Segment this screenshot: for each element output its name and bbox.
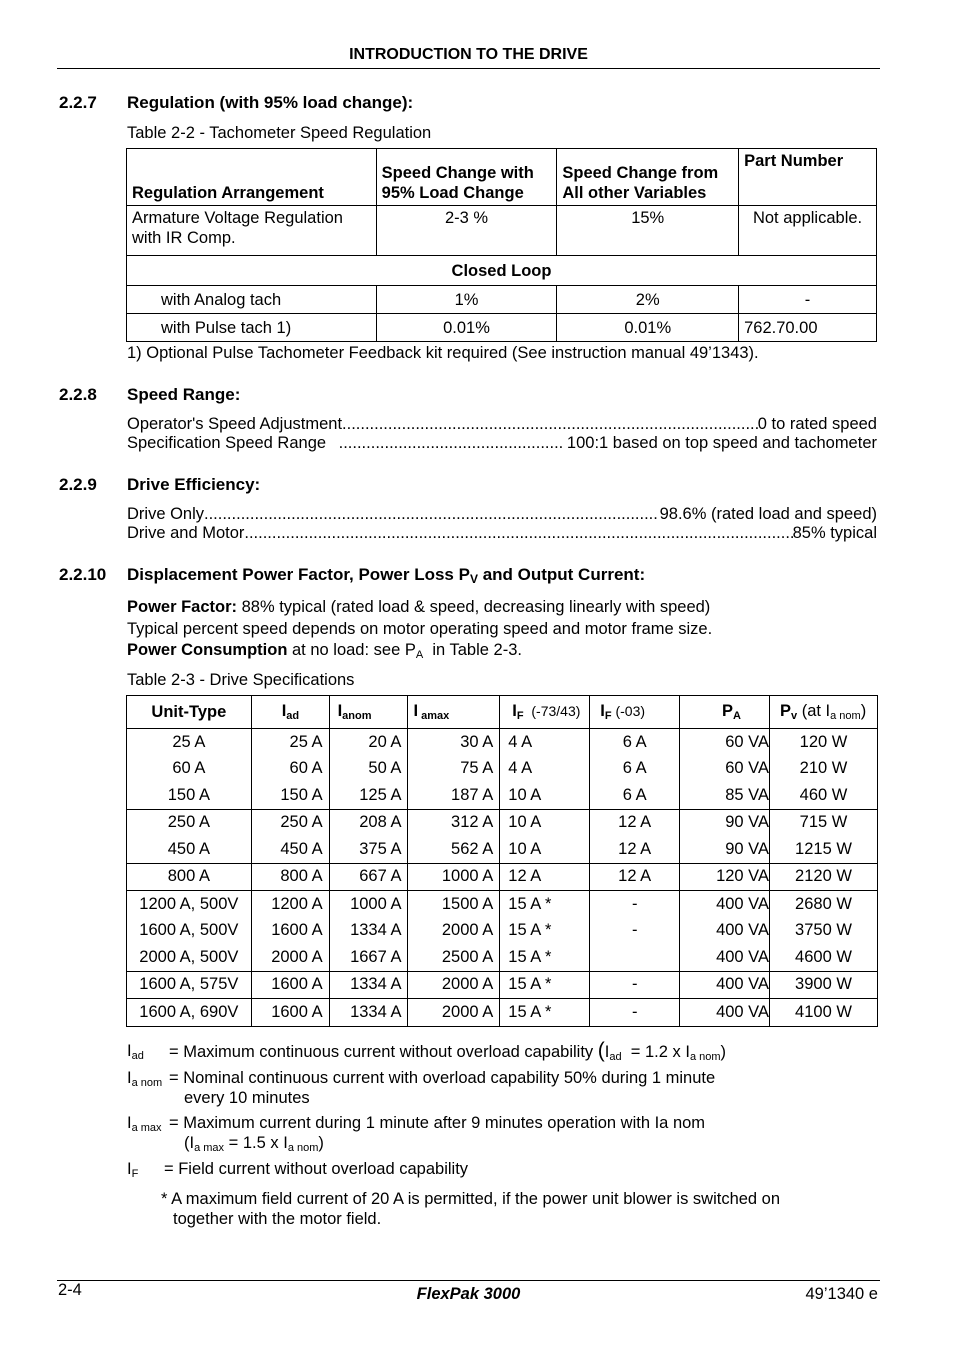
- cell: 150 A: [251, 782, 329, 809]
- symbol: I: [600, 702, 605, 720]
- cell: 187 A: [408, 782, 500, 809]
- subscript: anom: [342, 710, 372, 722]
- header-pa: [680, 696, 770, 729]
- spec-speed-range-line: [127, 434, 877, 453]
- symbol: I: [127, 1042, 132, 1060]
- cell: 400 VA: [680, 918, 770, 945]
- dot-leader: [204, 505, 657, 524]
- cell: 60 VA: [680, 756, 770, 783]
- subscript: ad: [131, 1050, 144, 1062]
- cell: -: [590, 971, 680, 999]
- cell: 12 A: [590, 863, 680, 891]
- def-ianom-text: = Nominal continuous current with overload capability 50% during 1 minute: [169, 1069, 716, 1087]
- cell: -: [739, 286, 877, 314]
- cell: 1600 A: [251, 999, 329, 1027]
- cell: 15 A *: [500, 971, 590, 999]
- table-2-3-caption: Table 2-3 - Drive Specifications: [127, 671, 355, 689]
- subscript: F: [604, 710, 612, 722]
- footer-doc-number: 49’1340 e: [805, 1285, 878, 1303]
- star-note: * A maximum field current of 20 A is permitted, if the power unit blower is switched on: [161, 1190, 781, 1208]
- page-header: INTRODUCTION TO THE DRIVE: [349, 46, 588, 63]
- cell: 15 A *: [500, 944, 590, 971]
- cell: 1334 A: [329, 918, 408, 945]
- symbol: I: [413, 702, 419, 720]
- subscript: F: [516, 710, 524, 722]
- cell: 20 A: [329, 729, 408, 756]
- table-2-3: [126, 695, 878, 1027]
- table-2-2-footnote: 1) Optional Pulse Tachometer Feedback kit required (See instruction manual 49’1343).: [127, 344, 759, 362]
- note: ): [860, 702, 867, 720]
- cell: 562 A: [408, 836, 500, 863]
- cell: 1334 A: [329, 999, 408, 1027]
- drive-only-line: [127, 505, 877, 524]
- table-row: [127, 891, 878, 918]
- note: (at I: [797, 702, 831, 720]
- cell: 2000 A: [408, 971, 500, 999]
- cell: 1000 A: [408, 863, 500, 891]
- cell: 4100 W: [769, 999, 877, 1027]
- power-factor-label: Power Factor:: [127, 598, 238, 616]
- note: (-03): [611, 703, 646, 719]
- table-row: [127, 729, 878, 756]
- cell: 85 VA: [680, 782, 770, 809]
- star-note-2: together with the motor field.: [173, 1210, 382, 1228]
- footer-rule: [57, 1280, 880, 1281]
- cell: 3900 W: [769, 971, 877, 999]
- header-rule: [57, 68, 880, 69]
- section-2-2-8-title: Speed Range:: [127, 385, 241, 404]
- cell: 312 A: [408, 809, 500, 836]
- cell: 400 VA: [680, 944, 770, 971]
- cell: 90 VA: [680, 809, 770, 836]
- dot-leader: [342, 415, 758, 434]
- table-row: [127, 314, 877, 342]
- cell: -: [590, 891, 680, 918]
- table-row: [127, 999, 878, 1027]
- symbol: I: [337, 702, 343, 720]
- text: = 1.5 x I: [224, 1134, 288, 1152]
- header-pv: [769, 696, 877, 729]
- cell: 2120 W: [769, 863, 877, 891]
- cell: 4 A: [500, 729, 590, 756]
- dot-leader: [339, 434, 563, 453]
- subscript: ad: [609, 1051, 622, 1063]
- speed-adjustment-line: [127, 415, 877, 434]
- title-part: Displacement Power Factor, Power Loss P: [127, 565, 470, 584]
- cell: 4 A: [500, 756, 590, 783]
- table-row: [127, 944, 878, 971]
- cell: 1600 A: [251, 918, 329, 945]
- footer-product: FlexPak 3000: [416, 1285, 521, 1303]
- note: (-73/43): [523, 703, 581, 719]
- value: 98.6% (rated load and speed): [659, 505, 877, 523]
- cell: 6 A: [590, 782, 680, 809]
- cell: 10 A: [500, 782, 590, 809]
- subscript: ad: [286, 710, 300, 722]
- cell: 250 A: [251, 809, 329, 836]
- cell: 450 A: [127, 836, 252, 863]
- table-row: [127, 206, 877, 256]
- cell: 715 W: [769, 809, 877, 836]
- section-2-2-8-number: 2.2.8: [59, 385, 97, 404]
- cell: 50 A: [329, 756, 408, 783]
- label: Specification Speed Range: [127, 434, 331, 452]
- def-iamax-text: = Maximum current during 1 minute after 9 minutes operation with Ia nom: [169, 1114, 706, 1132]
- section-2-2-7-title: Regulation (with 95% load change):: [127, 93, 414, 112]
- cell: with Pulse tach 1): [127, 314, 377, 342]
- value: 85% typical: [792, 524, 877, 542]
- cell: 10 A: [500, 809, 590, 836]
- cell: 2680 W: [769, 891, 877, 918]
- cell: 1600 A, 575V: [127, 971, 252, 999]
- power-consumption-line: [127, 640, 522, 667]
- cell: 25 A: [251, 729, 329, 756]
- cell: 15 A *: [500, 999, 590, 1027]
- cell: 30 A: [408, 729, 500, 756]
- cell: 1215 W: [769, 836, 877, 863]
- cell: 2%: [557, 286, 739, 314]
- note-subscript: a nom: [830, 710, 861, 722]
- cell: [590, 944, 680, 971]
- cell: 4600 W: [769, 944, 877, 971]
- title-subscript: V: [469, 572, 478, 586]
- cell: 12 A: [500, 863, 590, 891]
- symbol: P: [722, 702, 734, 720]
- cell: 400 VA: [680, 999, 770, 1027]
- section-2-2-10-title: [127, 565, 645, 586]
- def-if-text: = Field current without overload capability: [164, 1160, 469, 1178]
- table-row: [127, 836, 878, 863]
- cell: 1500 A: [408, 891, 500, 918]
- cell: 120 W: [769, 729, 877, 756]
- cell: 12 A: [590, 809, 680, 836]
- header-ianom: [329, 696, 408, 729]
- cell: 800 A: [251, 863, 329, 891]
- table-header-row: [127, 149, 877, 206]
- cell: 210 W: [769, 756, 877, 783]
- cell: 15%: [557, 206, 739, 256]
- text: at no load: see P: [287, 641, 416, 659]
- cell: 1667 A: [329, 944, 408, 971]
- subscript: a nom: [689, 1051, 721, 1063]
- closed-loop-label: Closed Loop: [127, 256, 877, 286]
- section-2-2-9-title: Drive Efficiency:: [127, 475, 261, 494]
- cell: 90 VA: [680, 836, 770, 863]
- def-iamax: [127, 1113, 162, 1138]
- cell: 75 A: [408, 756, 500, 783]
- cell: 60 A: [251, 756, 329, 783]
- table-row: [127, 863, 878, 891]
- table-row: [127, 782, 878, 809]
- dot-leader: [244, 524, 792, 543]
- header-part-number: Part Number: [739, 149, 877, 206]
- cell: 1600 A, 690V: [127, 999, 252, 1027]
- cell: 250 A: [127, 809, 252, 836]
- text: (I: [184, 1134, 195, 1152]
- text: ): [318, 1134, 324, 1152]
- subscript: a max: [131, 1122, 162, 1134]
- cell: with Analog tach: [127, 286, 377, 314]
- cell: 3750 W: [769, 918, 877, 945]
- text: (: [597, 1039, 605, 1062]
- cell: 120 VA: [680, 863, 770, 891]
- subscript: amax: [418, 710, 450, 722]
- cell: 667 A: [329, 863, 408, 891]
- symbol: I: [127, 1069, 132, 1087]
- table-group-row: [127, 256, 877, 286]
- subscript: v: [790, 710, 798, 722]
- cell: 1600 A: [251, 971, 329, 999]
- def-if: [127, 1159, 138, 1184]
- subscript: A: [415, 649, 424, 661]
- def-iad-text: [169, 1041, 726, 1067]
- power-factor-text: 88% typical (rated load & speed, decreasing linearly with speed): [237, 598, 711, 616]
- cell: 375 A: [329, 836, 408, 863]
- cell: Armature Voltage Regulation with IR Comp.: [127, 206, 377, 256]
- cell: 1334 A: [329, 971, 408, 999]
- cell: 2000 A: [408, 999, 500, 1027]
- label: Drive and Motor: [127, 524, 245, 542]
- cell: 25 A: [127, 729, 252, 756]
- def-iad: [127, 1041, 144, 1066]
- typical-speed-text: Typical percent speed depends on motor operating speed and motor frame size.: [127, 620, 713, 638]
- header-iad: [251, 696, 329, 729]
- table-2-2-caption: Table 2-2 - Tachometer Speed Regulation: [127, 124, 432, 142]
- subscript: F: [131, 1168, 139, 1180]
- header-if-73-43: [500, 696, 590, 729]
- table-2-3-body: [127, 729, 878, 1027]
- section-2-2-7-number: 2.2.7: [59, 93, 97, 112]
- cell: 125 A: [329, 782, 408, 809]
- def-ianom: [127, 1068, 162, 1093]
- cell: 1200 A: [251, 891, 329, 918]
- cell: 460 W: [769, 782, 877, 809]
- symbol: I: [127, 1114, 132, 1132]
- cell: 6 A: [590, 756, 680, 783]
- subscript: a nom: [287, 1142, 319, 1154]
- header-iamax: [408, 696, 500, 729]
- cell: 450 A: [251, 836, 329, 863]
- title-part: and Output Current:: [477, 565, 646, 584]
- header-speed-change-other: Speed Change from All other Variables: [557, 149, 739, 206]
- cell: 2000 A: [408, 918, 500, 945]
- table-row: [127, 756, 878, 783]
- cell: 762.70.00: [739, 314, 877, 342]
- header-if-03: [590, 696, 680, 729]
- cell: 400 VA: [680, 971, 770, 999]
- text: in Table 2-3.: [423, 641, 522, 659]
- symbol: P: [779, 702, 791, 720]
- table-row: [127, 286, 877, 314]
- cell: 15 A *: [500, 918, 590, 945]
- value: 100:1 based on top speed and tachometer: [566, 434, 877, 452]
- text: ): [720, 1043, 727, 1061]
- cell: 2500 A: [408, 944, 500, 971]
- label: Drive Only: [127, 505, 205, 523]
- cell: -: [590, 918, 680, 945]
- section-2-2-9-number: 2.2.9: [59, 475, 97, 494]
- power-factor-line: [127, 597, 710, 619]
- table-header-row: [127, 696, 878, 729]
- table-row: [127, 971, 878, 999]
- def-iamax-text-2: [184, 1133, 324, 1158]
- subscript: a nom: [131, 1077, 163, 1089]
- label: Operator's Speed Adjustment: [127, 415, 343, 433]
- cell: 12 A: [590, 836, 680, 863]
- cell: 60 VA: [680, 729, 770, 756]
- cell: 0.01%: [557, 314, 739, 342]
- cell: 60 A: [127, 756, 252, 783]
- drive-and-motor-line: [127, 524, 877, 543]
- power-consumption-label: Power Consumption: [127, 641, 288, 659]
- cell: 800 A: [127, 863, 252, 891]
- symbol: I: [512, 702, 517, 720]
- cell: 400 VA: [680, 891, 770, 918]
- cell: 6 A: [590, 729, 680, 756]
- header-unit-type: Unit-Type: [127, 696, 252, 729]
- text: I: [604, 1043, 610, 1061]
- table-2-2: [126, 148, 877, 342]
- cell: 2000 A, 500V: [127, 944, 252, 971]
- header-speed-change-load: Speed Change with 95% Load Change: [376, 149, 557, 206]
- table-row: [127, 809, 878, 836]
- cell: 1%: [376, 286, 557, 314]
- cell: 2-3 %: [376, 206, 557, 256]
- cell: -: [590, 999, 680, 1027]
- text: = Maximum continuous current without overload capability: [169, 1043, 598, 1061]
- table-row: [127, 918, 878, 945]
- cell: Not applicable.: [739, 206, 877, 256]
- cell: 0.01%: [376, 314, 557, 342]
- cell: 208 A: [329, 809, 408, 836]
- cell: 10 A: [500, 836, 590, 863]
- subscript: A: [733, 710, 741, 722]
- cell: 150 A: [127, 782, 252, 809]
- cell: 15 A *: [500, 891, 590, 918]
- symbol: I: [281, 702, 287, 720]
- value: 0 to rated speed: [757, 415, 877, 433]
- cell: 1200 A, 500V: [127, 891, 252, 918]
- symbol: I: [127, 1160, 132, 1178]
- footer-page-number: 2-4: [58, 1281, 82, 1299]
- cell: 2000 A: [251, 944, 329, 971]
- section-2-2-10-number: 2.2.10: [59, 565, 107, 584]
- cell: 1000 A: [329, 891, 408, 918]
- subscript: a max: [194, 1142, 225, 1154]
- cell: 1600 A, 500V: [127, 918, 252, 945]
- text: = 1.2 x I: [621, 1043, 690, 1061]
- header-regulation-arrangement: Regulation Arrangement: [127, 149, 377, 206]
- def-ianom-text-2: every 10 minutes: [184, 1089, 310, 1107]
